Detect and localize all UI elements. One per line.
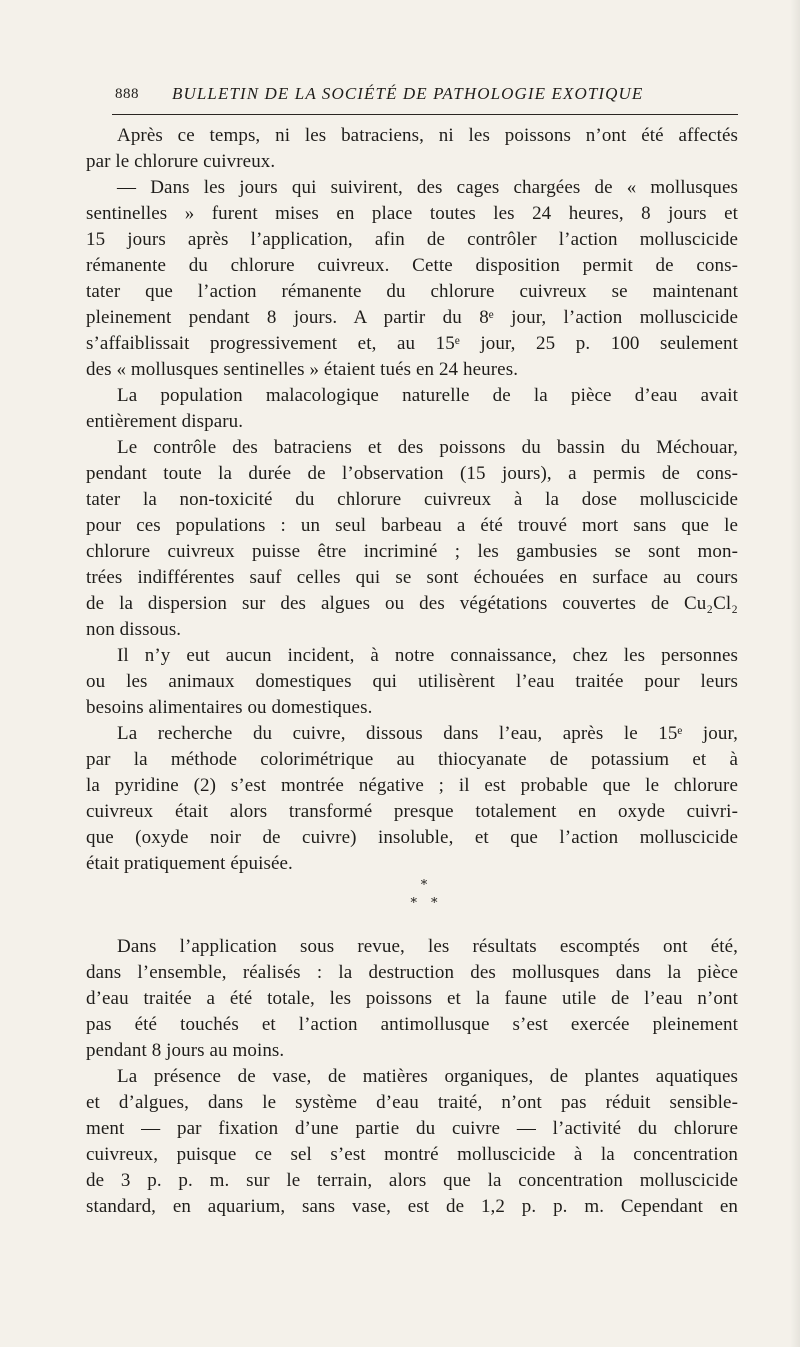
text-line: trées indifférentes sauf celles qui se sont échouées en surface au cours bbox=[86, 567, 738, 588]
text-line: pour ces populations : un seul barbeau a été trouvé mort sans que le bbox=[86, 515, 738, 536]
text-line: la pyridine (2) s’est montrée négative ; il est probable que le chlorure bbox=[86, 775, 738, 796]
text-line: était pratiquement épuisée. bbox=[86, 853, 293, 874]
text-line: entièrement disparu. bbox=[86, 411, 244, 432]
text-line: Dans l’application sous revue, les résultats escomptés ont été, bbox=[117, 936, 738, 957]
text-line: — Dans les jours qui suivirent, des cages chargées de « mollusques bbox=[117, 177, 738, 198]
text-line: que (oxyde noir de cuivre) insoluble, et que l’action molluscicide bbox=[86, 827, 738, 848]
text-line: cuivreux était alors transformé presque totalement en oxyde cuivri- bbox=[86, 801, 738, 822]
text-line: et d’algues, dans le système d’eau traité, n’ont pas réduit sensible- bbox=[86, 1092, 738, 1113]
text-line: dans l’ensemble, réalisés : la destruction des mollusques dans la pièce bbox=[86, 962, 738, 983]
text-line: Le contrôle des batraciens et des poissons du bassin du Méchouar, bbox=[117, 437, 738, 458]
text-line: cuivreux, puisque ce sel s’est montré molluscicide à la concentration bbox=[86, 1144, 738, 1165]
asterism-star: * bbox=[431, 896, 438, 911]
text-line: non dissous. bbox=[86, 619, 182, 640]
text-line: pas été touchés et l’action antimollusque s’est exercée pleinement bbox=[86, 1014, 738, 1035]
text-line: tater la non-toxicité du chlorure cuivreux à la dose molluscicide bbox=[86, 489, 738, 510]
text-line: par le chlorure cuivreux. bbox=[86, 151, 276, 172]
body-text-section-1 bbox=[86, 123, 738, 877]
text-line: s’affaiblissait progressivement et, au 15ᵉ jour, 25 p. 100 seulement bbox=[86, 333, 738, 354]
running-head bbox=[115, 84, 735, 110]
journal-title: BULLETIN DE LA SOCIÉTÉ DE PATHOLOGIE EXOTIQUE bbox=[172, 84, 644, 103]
text-line: par la méthode colorimétrique au thiocyanate de potassium et à bbox=[86, 749, 738, 770]
page-edge-shadow bbox=[790, 0, 800, 1347]
text-line: rémanente du chlorure cuivreux. Cette disposition permit de cons- bbox=[86, 255, 738, 276]
text-line: ou les animaux domestiques qui utilisèrent l’eau traitée pour leurs bbox=[86, 671, 738, 692]
text-line: de 3 p. p. m. sur le terrain, alors que la concentration molluscicide bbox=[86, 1170, 738, 1191]
text-line: des « mollusques sentinelles » étaient tués en 24 heures. bbox=[86, 359, 519, 380]
text-line: Après ce temps, ni les batraciens, ni les poissons n’ont été affectés bbox=[117, 125, 738, 146]
text-line: chlorure cuivreux puisse être incriminé ; les gambusies se sont mon- bbox=[86, 541, 738, 562]
asterism-bottom bbox=[0, 898, 800, 910]
text-line: pendant toute la durée de l’observation (15 jours), a permis de cons- bbox=[86, 463, 738, 484]
text-line: La présence de vase, de matières organiques, de plantes aquatiques bbox=[117, 1066, 738, 1087]
text-line: besoins alimentaires ou domestiques. bbox=[86, 697, 373, 718]
text-line: standard, en aquarium, sans vase, est de 1,2 p. p. m. Cependant en bbox=[86, 1196, 738, 1217]
text-line: Il n’y eut aucun incident, à notre connaissance, chez les personnes bbox=[117, 645, 738, 666]
text-line: tater que l’action rémanente du chlorure cuivreux se maintenant bbox=[86, 281, 738, 302]
asterism-top bbox=[0, 880, 800, 892]
text-line: ment — par fixation d’une partie du cuivre — l’activité du chlorure bbox=[86, 1118, 738, 1139]
text-line: La recherche du cuivre, dissous dans l’eau, après le 15ᵉ jour, bbox=[117, 723, 738, 744]
header-rule bbox=[112, 114, 738, 115]
text-line: sentinelles » furent mises en place toutes les 24 heures, 8 jours et bbox=[86, 203, 738, 224]
text-line: La population malacologique naturelle de la pièce d’eau avait bbox=[117, 385, 738, 406]
text-line: d’eau traitée a été totale, les poissons et la faune utile de l’eau n’ont bbox=[86, 988, 738, 1009]
text-line: pleinement pendant 8 jours. A partir du 8ᵉ jour, l’action molluscicide bbox=[86, 307, 738, 328]
asterism-star: * bbox=[410, 896, 417, 911]
text-line: pendant 8 jours au moins. bbox=[86, 1040, 285, 1061]
text-line: de la dispersion sur des algues ou des végétations couvertes de Cu₂Cl₂ bbox=[86, 593, 738, 614]
asterism-star: * bbox=[420, 878, 428, 893]
page-number: 888 bbox=[115, 86, 139, 102]
text-line: 15 jours après l’application, afin de contrôler l’action molluscicide bbox=[86, 229, 738, 250]
body-text-section-2 bbox=[86, 934, 738, 1220]
